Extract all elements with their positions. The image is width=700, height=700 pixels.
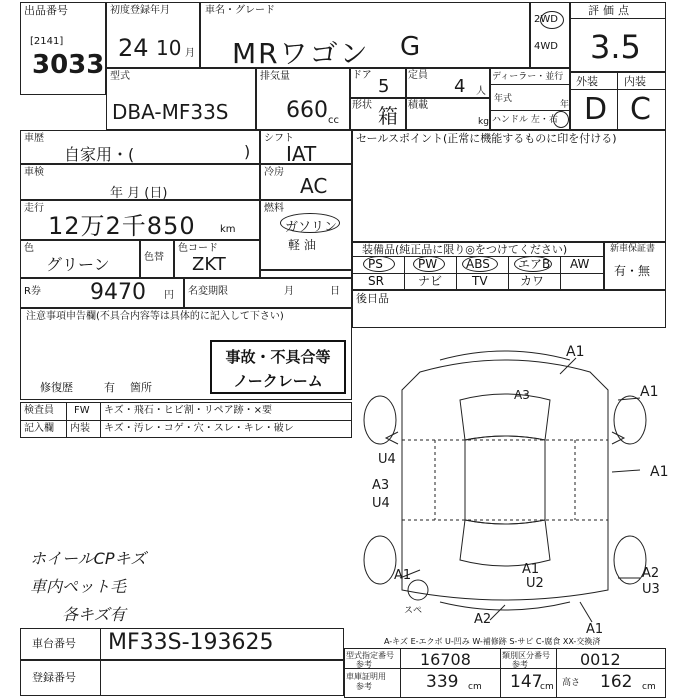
recycle-label: R券 (24, 286, 41, 297)
pointer-a1-right (618, 398, 640, 400)
pointer-a1-bottom (580, 602, 592, 622)
car-damage-diagram (340, 340, 670, 630)
dealer-label: ディーラー・並行 (492, 72, 564, 82)
shape-label: 形状 (352, 100, 372, 111)
lot-sub: [2141] (30, 36, 64, 47)
car-windshield (460, 394, 550, 440)
first-reg-year: 24 (118, 34, 149, 62)
cc-unit: cc (328, 115, 339, 126)
shape: 箱 (378, 104, 398, 128)
cm-unit-2: cm (540, 682, 554, 692)
history-label: 車歴 (24, 133, 44, 144)
twowd-label: 2WD (534, 14, 558, 25)
chassis-divider (100, 628, 101, 660)
car-roof (465, 436, 545, 524)
pointer-a1-top (560, 358, 576, 374)
month-unit: 月 (185, 48, 195, 59)
mark-u4-left: U4 (378, 452, 396, 467)
exterior-grade: D (584, 92, 608, 127)
inspection-label: 車検 (24, 167, 44, 178)
mark-a1-bottom: A1 (586, 622, 604, 637)
year-unit: 年 (560, 100, 570, 110)
kg-unit: kg (478, 117, 489, 127)
twowd-circle (540, 11, 564, 29)
wheel-front-left (364, 396, 396, 444)
equip-sr: SR (368, 274, 384, 288)
color-change-label: 色替 (144, 252, 164, 263)
airbag-circle (514, 256, 552, 272)
selling-points-box (352, 130, 666, 242)
first-reg-month: 10 (156, 36, 182, 60)
color-label: 色 (24, 243, 34, 254)
equip-ps: PS (368, 257, 383, 271)
equipment-label: 装備品(純正品に限り◎をつけてください) (362, 243, 568, 256)
footer-col1 (400, 648, 401, 698)
warranty-value: 有・無 (614, 264, 651, 278)
name-change-month: 月 (284, 286, 294, 297)
km-unit: km (220, 224, 236, 235)
in-label: 内装 (70, 423, 90, 434)
doors: 5 (378, 76, 390, 97)
chassis-label: 車台番号 (32, 637, 76, 650)
handle-right-circle (553, 111, 569, 128)
color: グリーン (46, 255, 110, 274)
car-name: MRワゴン (232, 37, 370, 70)
mark-a3-left: A3 (372, 478, 390, 493)
class-no-ref: 参考 (512, 660, 528, 669)
inspection-value: 年 月 (日) (110, 186, 168, 201)
repair-label: 修復歴 (40, 381, 73, 394)
equip-leather: カワ (520, 274, 545, 288)
recycle-amount: 9470 (90, 280, 146, 305)
equip-tv: TV (472, 274, 488, 288)
mark-a1-left-bottom: A1 (394, 568, 412, 583)
equip-airbag: エアB (518, 257, 551, 271)
later-label: 後日品 (356, 292, 389, 305)
equip-col1 (404, 256, 405, 290)
notes-label: 注意事項申告欄(不具合内容等は具体的に記入して下さい) (26, 311, 284, 322)
mileage-label: 走行 (24, 203, 44, 214)
eval-score: 3.5 (590, 28, 641, 66)
fuel-diesel: 軽 油 (288, 238, 316, 252)
mark-a1-right-top: A1 (640, 384, 659, 400)
mark-u4-left2: U4 (372, 496, 390, 511)
yen-unit: 円 (164, 290, 174, 301)
footer-col2 (500, 648, 501, 698)
mirror-left (386, 432, 398, 444)
equip-aw: AW (570, 257, 590, 271)
year-label: 年式 (494, 94, 513, 104)
history-close: ) (244, 142, 251, 161)
no-claim-stamp (210, 340, 346, 394)
mark-u2: U2 (526, 576, 544, 591)
interior-label: 内装 (624, 75, 646, 88)
mirror-right (612, 432, 624, 444)
shift-label: シフト (264, 133, 294, 144)
reg-label: 登録番号 (32, 671, 76, 684)
dealer-divider (490, 84, 570, 85)
equip-abs: ABS (466, 257, 490, 271)
interior-grade: C (630, 92, 651, 127)
fuel-gas: ガソリン (285, 220, 338, 235)
equip-col4 (560, 256, 561, 290)
history-box (20, 130, 260, 164)
eval-divider (570, 18, 666, 19)
spare-tire (408, 580, 428, 600)
damage-legend: A-キズ E-エクボ U-凹み W-補修跡 S-サビ C-腐食 XX-交換済 (384, 637, 601, 646)
displacement: 660 (286, 98, 328, 123)
equip-col2 (456, 256, 457, 290)
repair-unit: 箇所 (130, 381, 152, 394)
ext-int-sub (570, 89, 666, 90)
capacity: 4 (454, 76, 466, 97)
in-items: キズ・汚レ・コゲ・穴・スレ・キレ・破レ (104, 423, 294, 434)
pointer-a1-right-mid (612, 470, 640, 472)
footer-col3 (556, 648, 557, 698)
shift: IAT (286, 142, 317, 166)
fuel-gas-circle (280, 213, 340, 233)
ac: AC (300, 174, 328, 198)
note-line1: ホイールCPキズ (30, 549, 147, 568)
mark-a1-right-mid: A1 (650, 464, 669, 480)
selling-points-label: セールスポイント(正常に機能するものに印を付ける) (356, 132, 617, 145)
height: 162 (600, 672, 633, 692)
exterior-label: 外装 (576, 75, 598, 88)
ps-circle (363, 256, 395, 272)
height-label: 高さ (562, 678, 581, 688)
mark-spare: スペ (404, 606, 423, 616)
mark-a1-top: A1 (566, 344, 585, 360)
eval-label: 評価点 (588, 4, 633, 17)
model: DBA-MF33S (112, 100, 229, 124)
mark-a2-bottom: A2 (474, 612, 492, 627)
equip-col3 (508, 256, 509, 290)
equip-navi: ナビ (418, 274, 443, 288)
history-value: 自家用・( (64, 145, 135, 164)
ac-label: 冷房 (264, 167, 284, 178)
mark-a2-right: A2 (642, 566, 660, 581)
car-body-outline (402, 360, 608, 600)
length: 339 (426, 672, 459, 692)
stamp-line2: ノークレーム (233, 372, 323, 390)
doors-label: ドア (352, 70, 372, 81)
stamp-line1: 事故・不具合等 (225, 348, 331, 366)
name-change-day: 日 (330, 286, 340, 297)
abs-circle (462, 256, 498, 272)
fuel-bottom (260, 270, 352, 278)
reg-divider (100, 660, 101, 696)
front-bumper (440, 351, 570, 360)
inspector-mid (20, 420, 352, 421)
lot-label: 出品番号 (24, 4, 68, 17)
fuel-label: 燃料 (264, 203, 284, 214)
repair-value: 有 (104, 381, 115, 394)
handle-label: ハンドル 左・右 (492, 115, 558, 125)
equip-pw: PW (418, 257, 438, 271)
note-line2: 車内ペット毛 (30, 577, 127, 596)
class-no: 0012 (580, 650, 621, 669)
cm-unit-1: cm (468, 682, 482, 692)
note-line3: 各キズ有 (62, 605, 126, 624)
length-label: 車庫証明用 (346, 672, 386, 681)
rear-bumper (440, 602, 570, 610)
grade: G (400, 32, 421, 62)
length-ref: 参考 (356, 682, 372, 691)
class-no-label: 類別区分番号 (502, 651, 550, 660)
cm-unit-3: cm (642, 682, 656, 692)
color-code-label: 色コード (178, 243, 218, 254)
later-box (352, 290, 666, 328)
warranty-label: 新車保証書 (610, 244, 656, 254)
lot-number: 3033 (32, 50, 105, 80)
mark-a1-center: A1 (522, 562, 540, 577)
width: 147 (510, 672, 543, 692)
fw-items: キズ・飛石・ヒビ割・リペア跡・×要 (104, 405, 272, 416)
displacement-label: 排気量 (260, 71, 290, 82)
mark-u3: U3 (642, 582, 660, 597)
ext-int-divider (617, 72, 618, 130)
mark-a3: A3 (514, 388, 530, 402)
chassis: MF33S-193625 (108, 630, 274, 655)
wheel-rear-left (364, 536, 396, 584)
wheel-front-right (614, 396, 646, 444)
type-no: 16708 (420, 650, 471, 669)
load-label: 積載 (408, 100, 428, 111)
car-rear-window (460, 520, 550, 566)
type-no-label: 型式指定番号 (346, 651, 394, 660)
first-reg-label: 初度登録年月 (110, 5, 170, 16)
car-name-label: 車名・グレード (205, 5, 275, 16)
type-no-ref: 参考 (356, 660, 372, 669)
mileage: 12万2千850 (48, 212, 196, 240)
model-label: 型式 (110, 71, 130, 82)
capacity-label: 定員 (408, 70, 428, 81)
inspector-label1: 検査員 (24, 405, 54, 416)
color-code: ZKT (192, 254, 226, 275)
pw-circle (413, 256, 445, 272)
person-unit: 人 (476, 86, 486, 97)
fourwd-label: 4WD (534, 41, 558, 52)
name-change-label: 名変期限 (188, 286, 228, 297)
inspector-label2: 記入欄 (24, 423, 54, 434)
pointer-a2-bottom (490, 605, 505, 620)
fw-label: FW (74, 405, 90, 416)
